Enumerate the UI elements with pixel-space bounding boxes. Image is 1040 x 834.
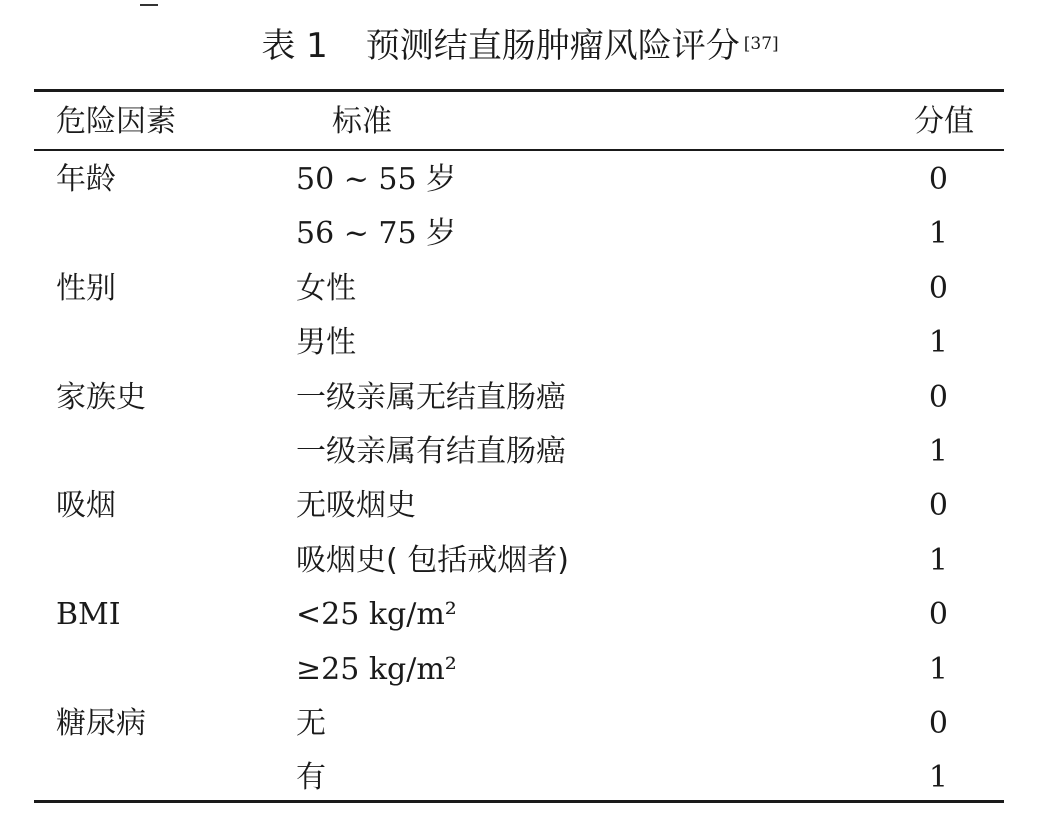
row-risk-factor: 糖尿病	[56, 705, 146, 741]
page-fragment-mark	[140, 0, 158, 6]
row-score: 0	[928, 488, 948, 524]
row-criteria: 无吸烟史	[296, 488, 416, 524]
table-row	[0, 643, 1040, 697]
table-row	[0, 207, 1040, 261]
row-criteria: 有	[296, 760, 326, 796]
row-criteria: ≥25 kg/m²	[296, 651, 457, 687]
row-score: 0	[928, 162, 948, 197]
row-risk-factor: 性别	[56, 270, 116, 306]
row-criteria: 女性	[296, 270, 356, 306]
row-risk-factor: BMI	[56, 597, 121, 633]
row-score: 1	[928, 760, 948, 796]
table-caption-reference: [37]	[743, 34, 779, 54]
row-criteria: 吸烟史( 包括戒烟者)	[296, 542, 569, 578]
row-score: 1	[928, 433, 948, 469]
row-score: 1	[928, 325, 948, 361]
row-score: 0	[928, 379, 948, 415]
table-row	[0, 153, 1040, 207]
row-criteria: 一级亲属有结直肠癌	[296, 433, 566, 469]
table-row	[0, 534, 1040, 588]
table-caption	[0, 22, 1040, 70]
table-row	[0, 697, 1040, 751]
header-risk-factor: 危险因素	[56, 104, 176, 139]
row-criteria: 无	[296, 705, 326, 741]
table-body	[0, 153, 1040, 806]
table-row	[0, 425, 1040, 479]
table-bottom-rule	[34, 800, 1004, 803]
table-row	[0, 371, 1040, 425]
row-criteria: 一级亲属无结直肠癌	[296, 379, 566, 415]
header-score: 分值	[914, 104, 974, 139]
row-criteria: 50 ~ 55 岁	[296, 162, 457, 197]
row-criteria: 56 ~ 75 岁	[296, 216, 457, 252]
table-row	[0, 751, 1040, 805]
row-criteria: 男性	[296, 325, 356, 361]
row-risk-factor: 吸烟	[56, 488, 116, 524]
table-header-row	[0, 94, 1040, 148]
table-header-rule	[34, 149, 1004, 151]
table-caption-title: 预测结直肠肿瘤风险评分	[365, 26, 740, 66]
table-row	[0, 316, 1040, 370]
table-top-rule	[34, 89, 1004, 92]
table-row	[0, 479, 1040, 533]
table-row	[0, 262, 1040, 316]
header-criteria: 标准	[332, 104, 392, 139]
table-caption-number: 表 1	[261, 26, 328, 66]
table-row	[0, 588, 1040, 642]
row-score: 1	[928, 542, 948, 578]
row-score: 1	[928, 216, 948, 252]
row-risk-factor: 年龄	[56, 162, 116, 197]
row-score: 0	[928, 597, 948, 633]
row-score: 1	[928, 651, 948, 687]
row-score: 0	[928, 270, 948, 306]
row-criteria: <25 kg/m²	[296, 597, 457, 633]
row-score: 0	[928, 705, 948, 741]
row-risk-factor: 家族史	[56, 379, 146, 415]
